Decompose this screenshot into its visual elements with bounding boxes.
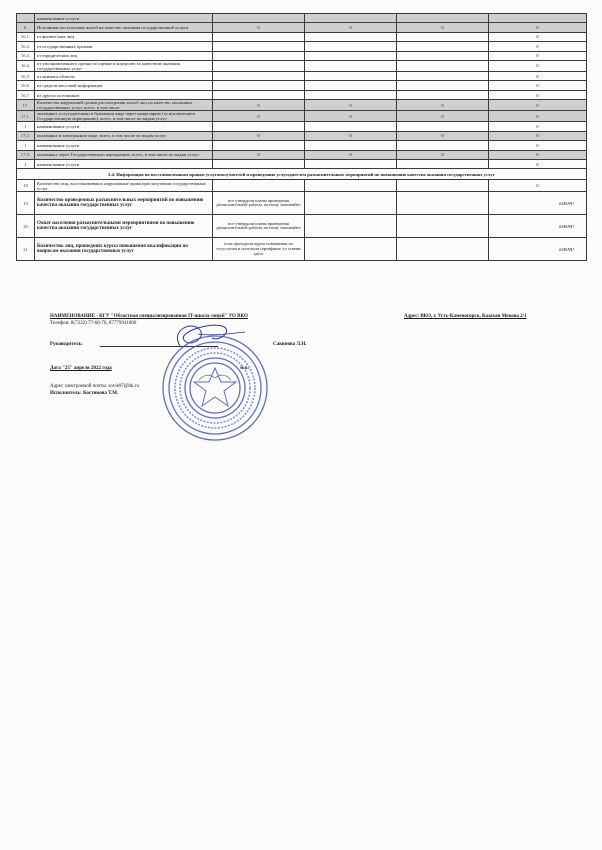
row-label: Источники поступления жалоб на качество оказания государственной услуги (35, 23, 213, 32)
row-value: 0 (213, 23, 305, 32)
row-value: 0 (213, 100, 305, 111)
row-note: все утвердили планы проведения разъяснительной работы, поэтому заполняйте (213, 215, 305, 238)
row-label: от юридических лиц (35, 51, 213, 60)
row-value (397, 141, 489, 150)
row-value: 0 (305, 111, 397, 122)
table-row (17, 100, 587, 111)
row-label: оказанных в электронном виде, всего, в том числе по видам услуг: (35, 131, 213, 140)
row-value: 0 (489, 60, 587, 71)
row-number: 20 (17, 215, 35, 238)
table-row (17, 122, 587, 131)
row-value (397, 159, 489, 168)
row-number: 16.6. (17, 81, 35, 90)
table-row (17, 111, 587, 122)
row-label: от государственных органов (35, 42, 213, 51)
row-value (213, 14, 305, 23)
row-label: Количество проведенных разъяснительных мероприятий по повышению качества оказания государственных услуг (35, 192, 213, 215)
row-label: от уполномоченного органа по оценке и контролю за качеством оказания государственных услуг (35, 60, 213, 71)
row-value: 0 (489, 42, 587, 51)
row-value: 0 (397, 111, 489, 122)
row-value (305, 72, 397, 81)
table-row (17, 159, 587, 168)
row-value: 0 (489, 180, 587, 192)
row-number: 16.1. (17, 32, 35, 41)
row-number: 17.3. (17, 150, 35, 159)
stamp-mark: м.п. (240, 366, 249, 371)
row-value (213, 159, 305, 168)
row-note: если проходили курсы повышения по госуслугам и получили сертификат, то ставим здесь (213, 238, 305, 261)
row-value (213, 32, 305, 41)
row-value: 0 (397, 131, 489, 140)
row-number: 19 (17, 192, 35, 215)
row-value (213, 60, 305, 71)
row-value: #ЗНАЧ! (489, 192, 587, 215)
row-value: 0 (489, 111, 587, 122)
row-number: 16.4. (17, 60, 35, 71)
table-row (17, 81, 587, 90)
table-row (17, 141, 587, 150)
table-row (17, 51, 587, 60)
row-value (213, 81, 305, 90)
row-label: Охват населения разъяснительными мероприятиями по повышению качества оказания государственных услуг (35, 215, 213, 238)
row-value: 0 (489, 122, 587, 131)
org-phone: Телефон: 8(7232) 77-60-76, 87779941800 (50, 321, 137, 326)
row-value (305, 122, 397, 131)
row-value (305, 90, 397, 99)
row-value: 0 (489, 141, 587, 150)
report-table (16, 13, 587, 261)
org-address: Адрес: ВКО, г. Усть-Каменогорск, Казахан Мекова 2/1 (404, 314, 527, 319)
row-number: 16.3. (17, 51, 35, 60)
row-value (397, 32, 489, 41)
row-number: 1 (17, 122, 35, 131)
row-value (489, 14, 587, 23)
row-value (213, 141, 305, 150)
table-row (17, 215, 587, 238)
row-value: 0 (213, 150, 305, 159)
row-value (397, 51, 489, 60)
row-value: 0 (489, 159, 587, 168)
row-value: 0 (305, 23, 397, 32)
table-row (17, 60, 587, 71)
row-value: 0 (397, 100, 489, 111)
row-value (397, 81, 489, 90)
section-heading: 2.4. Информация по восстановленным правам услугополучателей и проведению услугодателем разъяснительных мероприятий по повышению качества оказания государственных услуг (17, 169, 587, 180)
head-label: Руководитель: (50, 342, 83, 347)
row-number: 1 (17, 141, 35, 150)
row-label: из средств массовой информации (35, 81, 213, 90)
row-number: 21 (17, 238, 35, 261)
row-value: 0 (213, 111, 305, 122)
row-value: 0 (397, 23, 489, 32)
row-label: наименование услуги (35, 159, 213, 168)
row-value: 0 (305, 100, 397, 111)
row-value: 0 (213, 131, 305, 140)
row-number: 16.2. (17, 42, 35, 51)
row-number: 17.1. (17, 111, 35, 122)
row-number: 16.7. (17, 90, 35, 99)
row-value: #ЗНАЧ! (489, 215, 587, 238)
row-value (397, 90, 489, 99)
row-value: 0 (489, 100, 587, 111)
report-date: Дата "25" апреля 2022 года (50, 366, 112, 371)
table-row (17, 192, 587, 215)
row-value: 0 (397, 150, 489, 159)
row-value: 0 (305, 131, 397, 140)
row-value (305, 51, 397, 60)
row-value (213, 72, 305, 81)
row-label: наименование услуги (35, 122, 213, 131)
row-value: 0 (489, 90, 587, 99)
row-value (305, 32, 397, 41)
row-value (397, 42, 489, 51)
row-value: #ЗНАЧ! (489, 238, 587, 261)
table-row (17, 23, 587, 32)
row-number: 17. (17, 100, 35, 111)
row-number: 17.2. (17, 131, 35, 140)
row-label: от физических лиц (35, 32, 213, 41)
row-value: 0 (489, 131, 587, 140)
row-value (213, 42, 305, 51)
row-label: наименование услуги (35, 14, 213, 23)
email-line: Адрес электронной почты: sovie97@bk.ru (50, 384, 139, 389)
row-number: 16.5. (17, 72, 35, 81)
row-value (397, 60, 489, 71)
row-label: от акимата области (35, 72, 213, 81)
row-value: 0 (489, 23, 587, 32)
row-label: оказанных через Государственную корпорацию, всего, в том числе по видам услуг: (35, 150, 213, 159)
org-name: НАИМЕНОВАНИЕ - КГУ "Областная специализированная IT-школа-лицей" УО ВКО (50, 314, 248, 319)
head-name: Савинова Л.Н. (273, 342, 307, 347)
row-label: из других источников (35, 90, 213, 99)
row-value: 0 (489, 32, 587, 41)
row-value: 0 (489, 51, 587, 60)
row-value (305, 14, 397, 23)
row-number: 1 (17, 159, 35, 168)
row-label: Количество лиц, прошедших курсы повышения квалификации по вопросам оказания государственных услуг (35, 238, 213, 261)
table-row (17, 238, 587, 261)
table-row (17, 32, 587, 41)
row-value (305, 42, 397, 51)
row-value (213, 90, 305, 99)
row-label: оказанных услугодателями в бумажном виде через канцелярию (за исключением Государственную корпорацию), всего, в том числе по видам услуг: (35, 111, 213, 122)
row-number: 6. (17, 23, 35, 32)
table-row (17, 72, 587, 81)
table-row (17, 14, 587, 23)
row-number: 18 (17, 180, 35, 192)
row-value (305, 81, 397, 90)
row-label: Количество лиц, восстановивших нарушенные права при получении государственных услуг (35, 180, 213, 192)
table-row (17, 90, 587, 99)
row-value (213, 122, 305, 131)
row-number (17, 14, 35, 23)
row-value: 0 (489, 150, 587, 159)
row-value (397, 72, 489, 81)
table-row (17, 150, 587, 159)
row-label: Количество нарушений сроков рассмотрения жалоб лиц на качество оказанных государственных услуг, всего, в том числе: (35, 100, 213, 111)
row-value (397, 14, 489, 23)
table-row (17, 42, 587, 51)
row-value (305, 60, 397, 71)
row-value (213, 51, 305, 60)
row-label: наименование услуги (35, 141, 213, 150)
row-value: 0 (489, 81, 587, 90)
row-value (397, 122, 489, 131)
row-value: 0 (305, 150, 397, 159)
row-value (305, 141, 397, 150)
executor-line: Исполнитель: Костикова Т.М. (50, 391, 119, 396)
table-row (17, 131, 587, 140)
row-value (305, 159, 397, 168)
row-value: 0 (489, 72, 587, 81)
official-stamp-image (160, 318, 270, 458)
row-note: все утвердили планы проведения разъяснительной работы, поэтому заполняйте (213, 192, 305, 215)
